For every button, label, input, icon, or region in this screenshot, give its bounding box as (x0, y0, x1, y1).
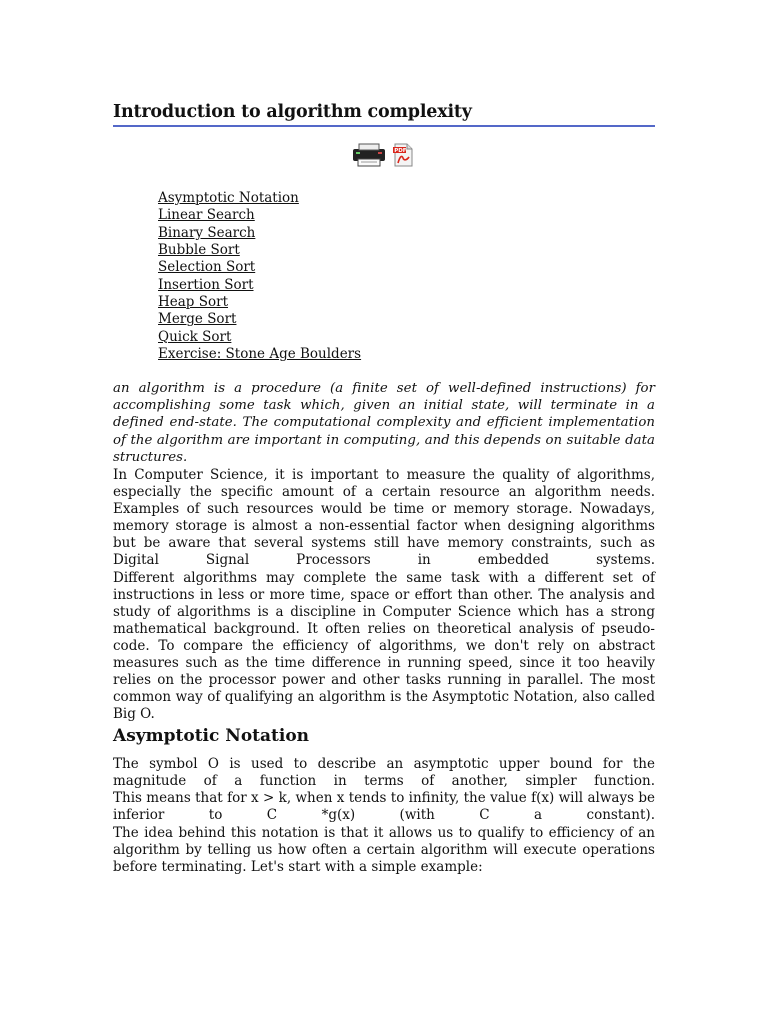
toc-link-linear-search[interactable]: Linear Search (158, 207, 255, 224)
toc-link-heap-sort[interactable]: Heap Sort (158, 294, 228, 311)
paragraph-big-o (113, 756, 655, 824)
pdf-icon[interactable] (391, 143, 415, 171)
toc-link-quick-sort[interactable]: Quick Sort (158, 328, 232, 345)
toc-link-selection-sort[interactable]: Selection Sort (158, 259, 256, 276)
paragraph-idea: The idea behind this notation is that it allows us to qualify to efficiency of an algorithm by telling us how often a certain algorithm will execute operations before terminating. Let's start with a simple example: (113, 825, 655, 876)
paragraph-resources: In Computer Science, it is important to measure the quality of algorithms, especially the specific amount of a certain resource an algorithm needs. Examples of such resources would be time or memory storage. Nowadays, memory storage is almost a non-essential factor when designing algorithms but be aware that several systems still have memory constraints, such as Digital Signal Processors in embedded systems. (113, 467, 655, 569)
toc-link-binary-search[interactable]: Binary Search (158, 224, 256, 241)
paragraph-big-o-line1: The symbol O is used to describe an asymptotic upper bound for the magnitude of a function in terms of another, simpler function. (113, 756, 655, 790)
toc-link-exercise-stone-age-boulders[interactable]: Exercise: Stone Age Boulders (158, 346, 362, 363)
svg-text:PDF: PDF (394, 148, 407, 154)
paragraph-analysis: Different algorithms may complete the same task with a different set of instructions in less or more time, space or effort than other. The analysis and study of algorithms is a discipline in Computer Science which has a strong mathematical background. It often relies on theoretical analysis of pseudo-code. To compare the efficiency of algorithms, we don't rely on abstract measures such as the time difference in running speed, since it too heavily relies on the processor power and other tasks running in parallel. The most common way of qualifying an algorithm is the Asymptotic Notation, also called Big O. (113, 570, 655, 723)
toc-link-merge-sort[interactable]: Merge Sort (158, 311, 237, 328)
toc-link-insertion-sort[interactable]: Insertion Sort (158, 276, 254, 293)
printer-icon[interactable] (351, 143, 387, 171)
page-title: Introduction to algorithm complexity (113, 100, 655, 127)
action-icons (351, 147, 415, 171)
paragraph-big-o-line2: This means that for x > k, when x tends to infinity, the value f(x) will always be inferior to C *g(x) (with C a constant). (113, 790, 655, 824)
intro-definition: an algorithm is a procedure (a finite set of well-defined instructions) for accomplishing some task which, given an initial state, will terminate in a defined end-state. The computational complexity and efficient implementation of the algorithm are important in computing, and this depends on suitable data structures. (113, 381, 655, 465)
section-heading-asymptotic-notation: Asymptotic Notation (113, 726, 310, 746)
toc-link-bubble-sort[interactable]: Bubble Sort (158, 242, 240, 259)
toc-link-asymptotic-notation[interactable]: Asymptotic Notation (158, 190, 299, 206)
